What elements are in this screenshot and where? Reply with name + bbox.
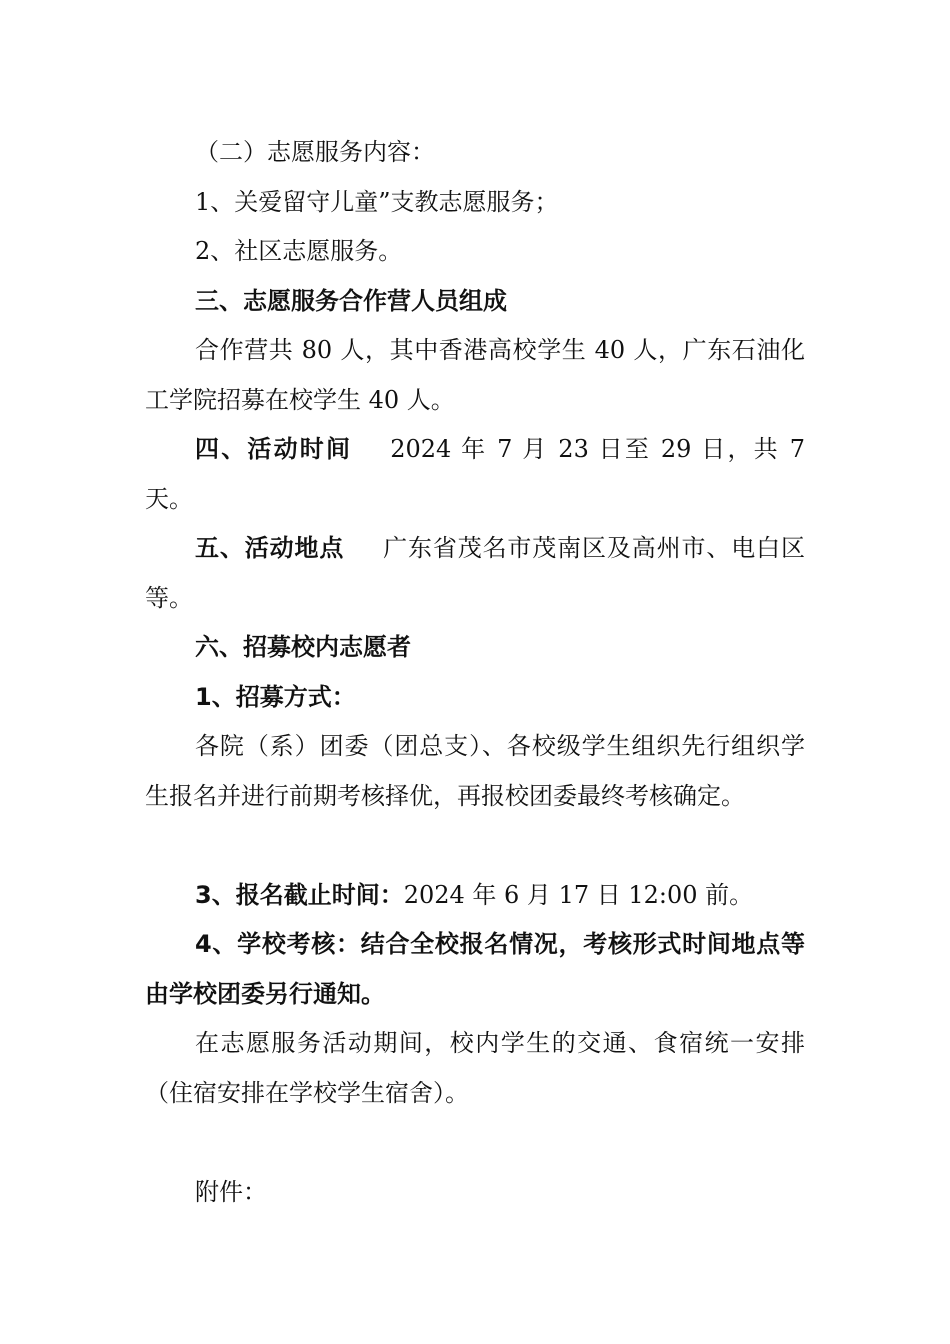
section2-content-heading: （二）志愿服务内容：: [195, 138, 435, 166]
section4-body: 2024 年 7 月 23 日至 29 日，共 7 天。: [145, 435, 805, 513]
document-body: [145, 128, 805, 1217]
section5-heading: 五、活动地点: [195, 534, 345, 562]
section5-body: 广东省茂名市茂南区及高州市、电白区等。: [145, 534, 806, 612]
list-item: 2、社区志愿服务。: [195, 237, 403, 265]
deadline-paragraph: [145, 871, 805, 921]
section4-heading: 四、活动时间: [195, 435, 353, 463]
section6-heading: 六、招募校内志愿者: [195, 633, 411, 661]
list-item: 1、关爱留守儿童”支教志愿服务；: [195, 187, 559, 216]
section3-heading: 三、志愿服务合作营人员组成: [195, 286, 507, 315]
section5-paragraph: [145, 524, 805, 623]
recruit-method-heading: 1、招募方式：: [195, 682, 356, 711]
attachment-label: 附件：: [195, 1177, 267, 1206]
deadline-label: 3、报名截止时间：: [195, 880, 404, 909]
deadline-value: 2024 年 6 月 17 日 12:00 前。: [403, 880, 754, 909]
section3-body: 合作营共 80 人，其中香港高校学生 40 人，广东石油化工学院招募在校学生 40 人。: [145, 336, 805, 414]
logistics-paragraph: 在志愿服务活动期间，校内学生的交通、食宿统一安排（住宿安排在学校学生宿舍）。: [145, 1029, 805, 1107]
recruit-method-body: 各院（系）团委（团总支）、各校级学生组织先行组织学生报名并进行前期考核择优，再报校团委最终考核确定。: [145, 732, 805, 810]
assessment-paragraph: 4、学校考核：结合全校报名情况，考核形式时间地点等由学校团委另行通知。: [145, 930, 805, 1008]
section4-paragraph: [145, 425, 805, 524]
